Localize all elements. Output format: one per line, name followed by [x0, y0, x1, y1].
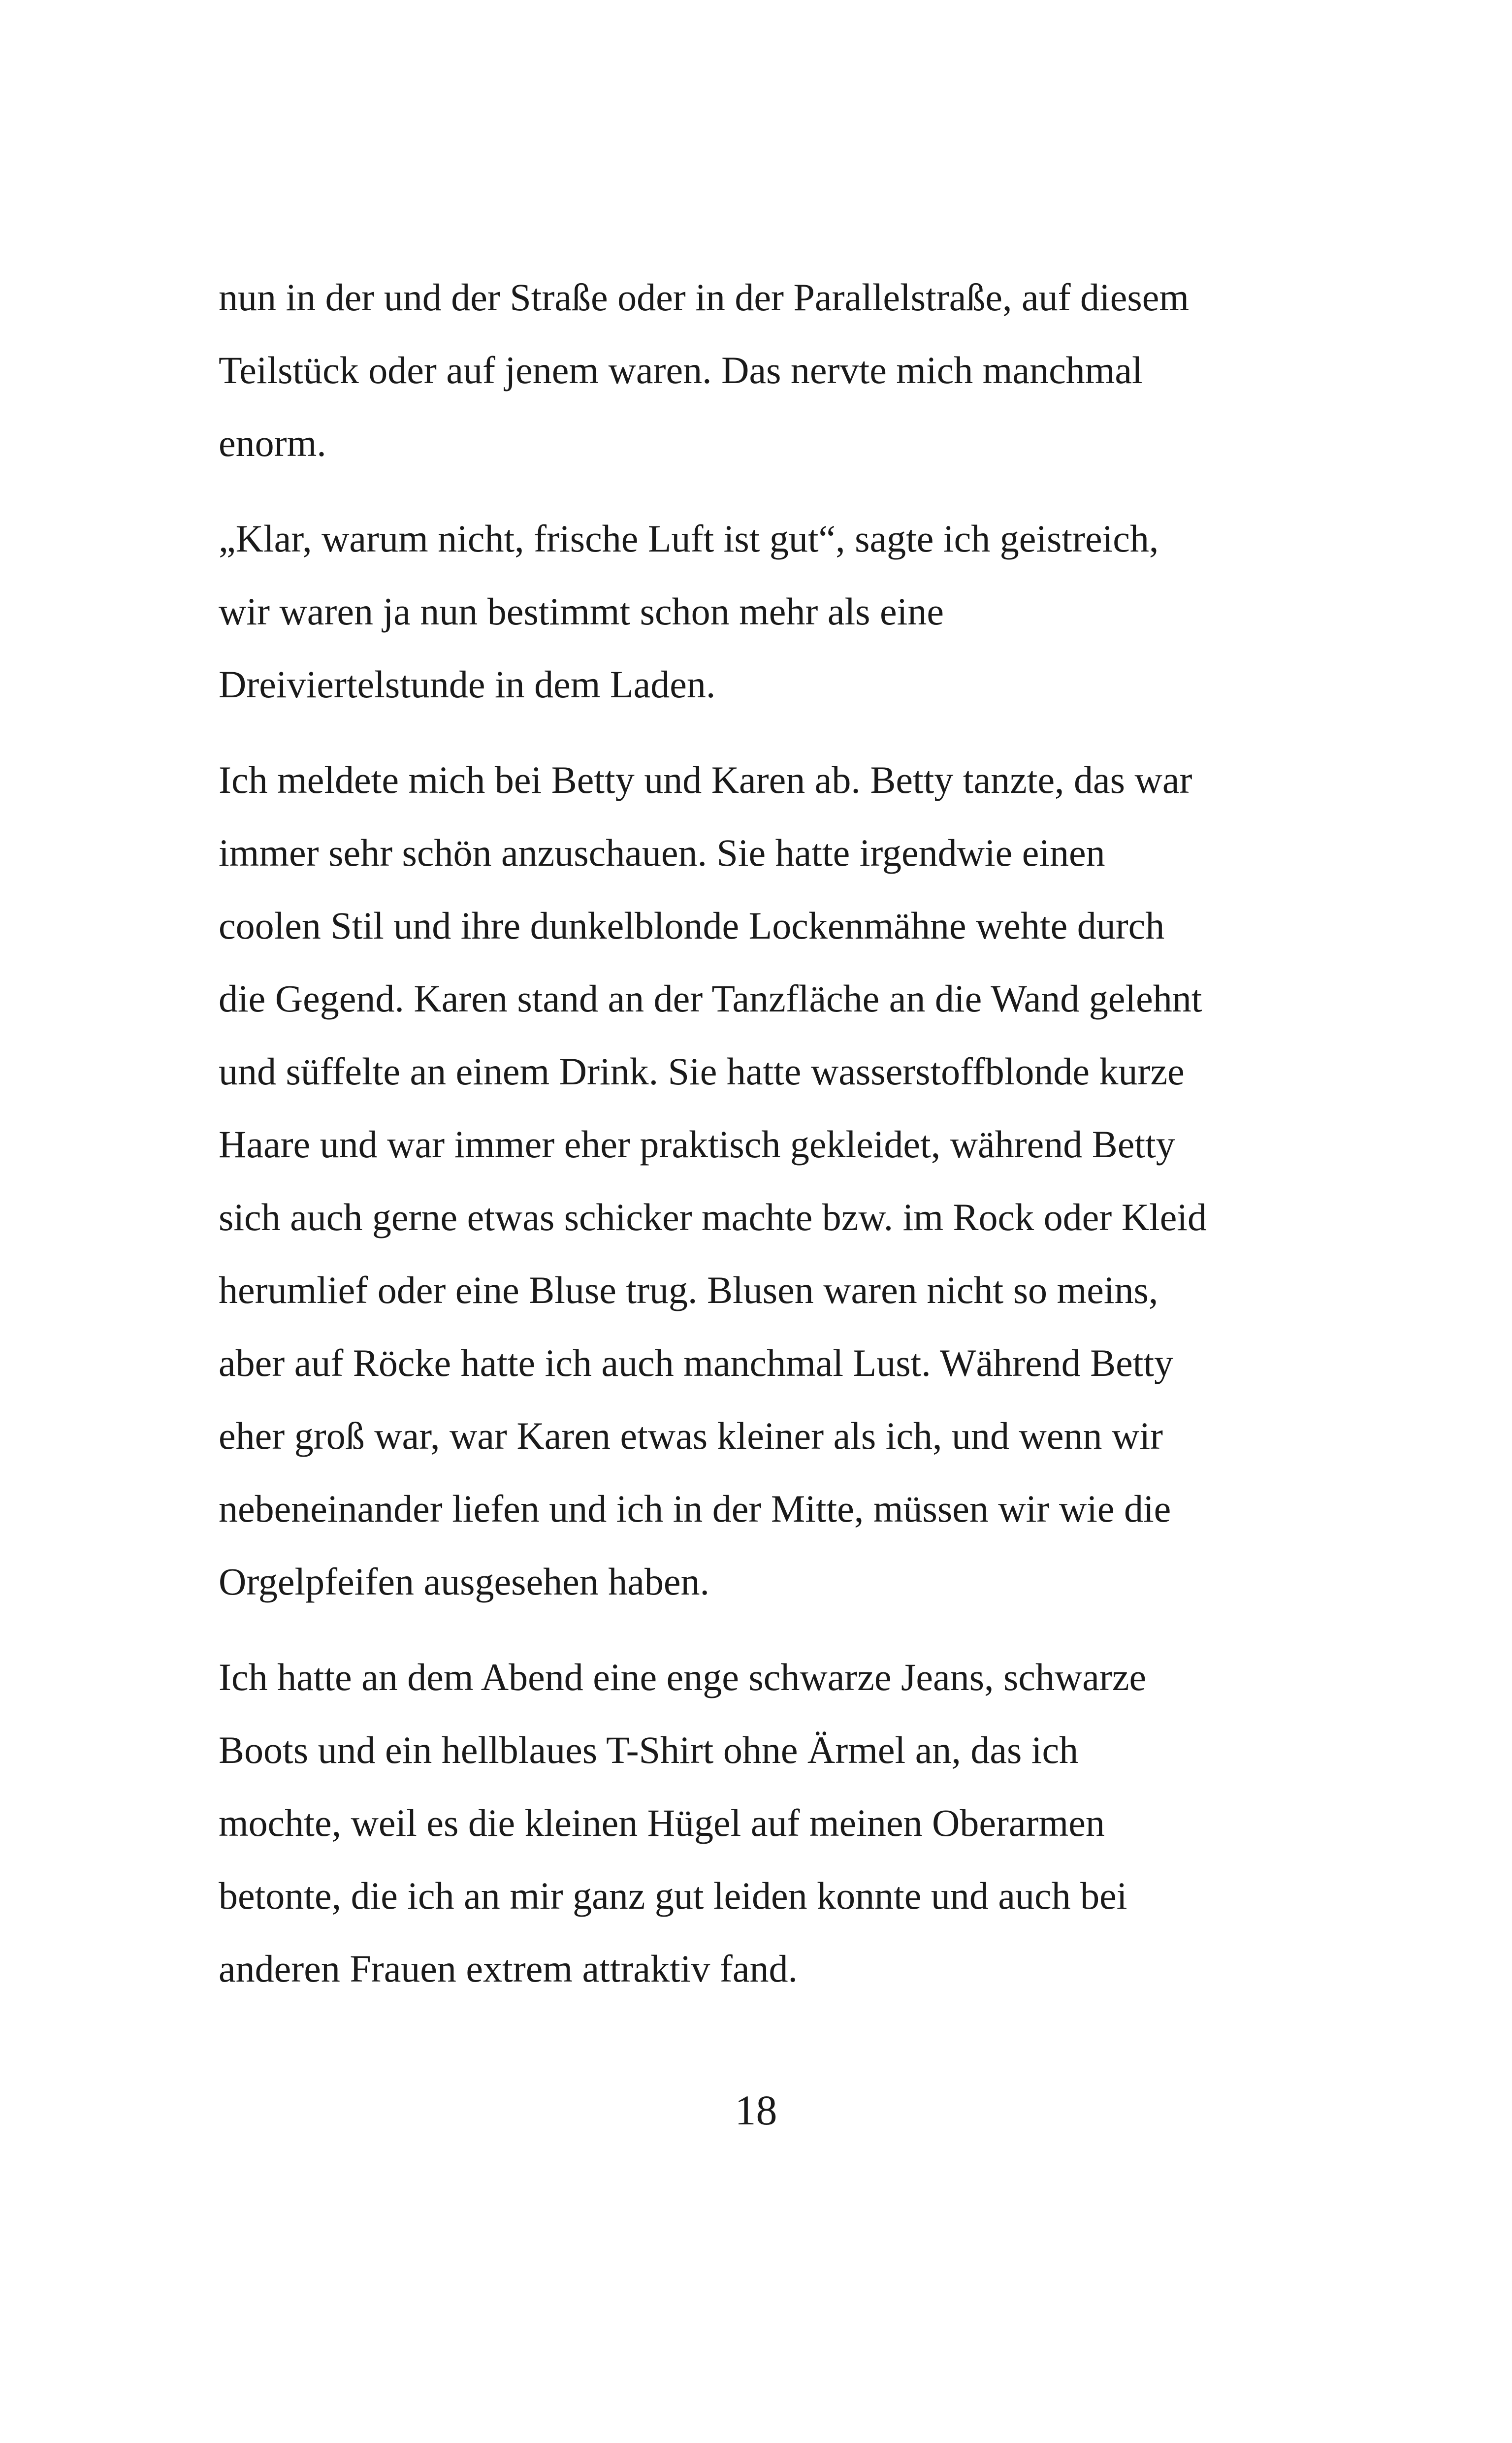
text-line: aber auf Röcke hatte ich auch manchmal Lust. Während Betty — [219, 1341, 1174, 1384]
paragraph-1 — [219, 261, 1331, 480]
paragraph-4 — [219, 1641, 1331, 2005]
text-line: herumlief oder eine Bluse trug. Blusen waren nicht so meins, — [219, 1269, 1158, 1311]
text-line: betonte, die ich an mir ganz gut leiden konnte und auch bei — [219, 1874, 1127, 1917]
text-line: mochte, weil es die kleinen Hügel auf meinen Oberarmen — [219, 1801, 1105, 1844]
paragraph-3 — [219, 744, 1331, 1618]
text-line: Haare und war immer eher praktisch gekleidet, während Betty — [219, 1123, 1175, 1166]
text-line: Dreiviertelstunde in dem Laden. — [219, 663, 716, 706]
paragraph-spacer — [219, 721, 1331, 744]
text-line: nebeneinander liefen und ich in der Mitte, müssen wir wie die — [219, 1487, 1171, 1530]
text-line: immer sehr schön anzuschauen. Sie hatte irgendwie einen — [219, 831, 1105, 874]
page-body — [219, 261, 1331, 2005]
text-line: wir waren ja nun bestimmt schon mehr als eine — [219, 590, 944, 633]
page-number: 18 — [735, 2086, 777, 2134]
text-line: Boots und ein hellblaues T-Shirt ohne Ärmel an, das ich — [219, 1728, 1079, 1771]
paragraph-spacer — [219, 480, 1331, 502]
text-line: und süffelte an einem Drink. Sie hatte wasserstoffblonde kurze — [219, 1050, 1185, 1093]
text-line: Ich hatte an dem Abend eine enge schwarze Jeans, schwarze — [219, 1656, 1147, 1698]
text-line: die Gegend. Karen stand an der Tanzfläche an die Wand gelehnt — [219, 977, 1202, 1020]
paragraph-spacer — [219, 1618, 1331, 1641]
text-line: anderen Frauen extrem attraktiv fand. — [219, 1947, 798, 1990]
text-line: Teilstück oder auf jenem waren. Das nervte mich manchmal — [219, 349, 1143, 391]
text-line: Orgelpfeifen ausgesehen haben. — [219, 1560, 709, 1603]
text-line: eher groß war, war Karen etwas kleiner als ich, und wenn wir — [219, 1414, 1163, 1457]
text-line: sich auch gerne etwas schicker machte bzw. im Rock oder Kleid — [219, 1196, 1207, 1238]
paragraph-2 — [219, 502, 1331, 721]
text-line: nun in der und der Straße oder in der Parallelstraße, auf diesem — [219, 276, 1189, 319]
text-line: enorm. — [219, 422, 326, 464]
text-line: coolen Stil und ihre dunkelblonde Lockenmähne wehte durch — [219, 904, 1165, 947]
text-line: „Klar, warum nicht, frische Luft ist gut“, sagte ich geistreich, — [219, 517, 1159, 560]
text-line: Ich meldete mich bei Betty und Karen ab. Betty tanzte, das war — [219, 758, 1192, 801]
